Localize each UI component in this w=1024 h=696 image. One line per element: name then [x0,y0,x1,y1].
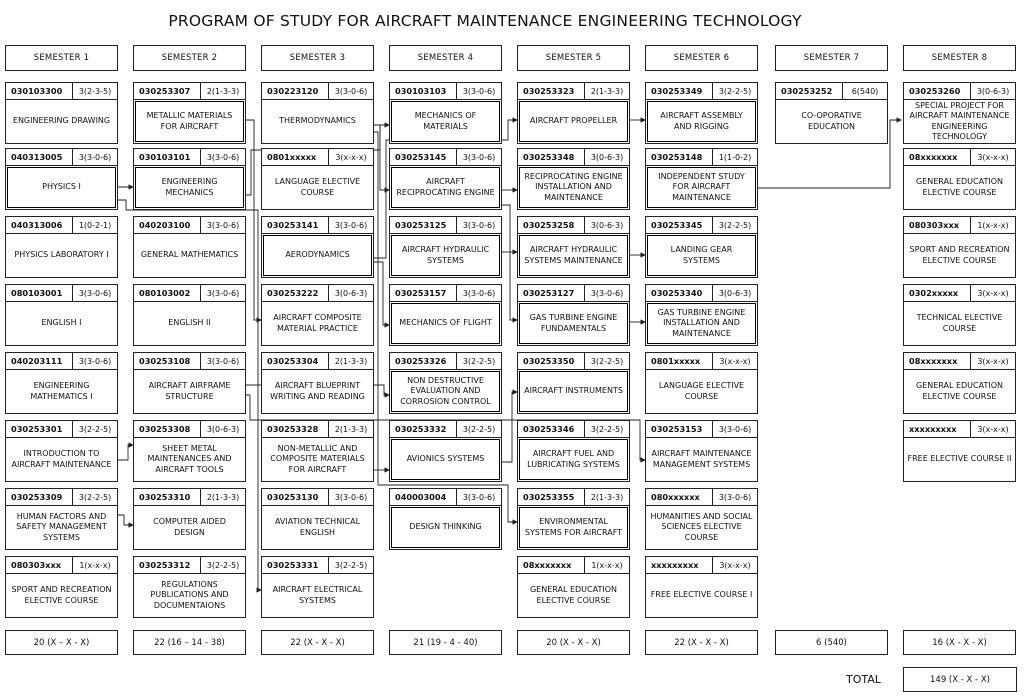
course-code: 030253349 [646,83,713,99]
course-credit: 2(1-3-3) [334,356,368,366]
semester-total: 20 (X – X - X) [5,630,118,655]
course-name: SPORT AND RECREATION ELECTIVE COURSE [11,585,112,605]
course-credit: 3(3-0-6) [334,86,368,96]
course-code: 040003004 [390,489,457,505]
course-code: 030253309 [6,489,73,505]
course-card [133,420,246,482]
course-name: AIRCRAFT HYDRAULIC SYSTEMS MAINTENANCE [519,235,628,276]
course-header-row [262,489,373,506]
course-credit: 3(2-2-5) [334,560,368,570]
course-name: AIRCRAFT ASSEMBLY AND RIGGING [647,101,756,142]
course-name: AVIATION TECHNICAL ENGLISH [274,517,361,537]
course-header-row [390,149,501,166]
course-header-row [646,285,757,302]
course-code: 08xxxxxxx [518,557,585,573]
course-name: AERODYNAMICS [263,235,372,276]
course-name: GENERAL EDUCATION ELECTIVE COURSE [915,177,1004,197]
course-code: 040313006 [6,217,73,233]
course-name: AIRCRAFT RECIPROCATING ENGINE [391,167,500,208]
course-code: 080103001 [6,285,73,301]
course-credit: 1(x-x-x) [591,560,623,570]
course-card [645,488,758,550]
course-card [645,148,758,210]
semester-total: 21 (19 - 4 - 40) [389,630,502,655]
arrow-intro-to-sheetmetal [116,445,133,460]
course-card [903,352,1016,414]
course-header-row [6,557,117,574]
course-credit: 3(2-3-5) [78,86,112,96]
course-card [645,352,758,414]
course-name: AIRCRAFT AIRFRAME STRUCTURE [148,381,231,401]
course-card [261,420,374,482]
course-code: 030253331 [262,557,329,573]
course-code: 040203111 [6,353,73,369]
course-card [133,556,246,618]
course-name: FREE ELECTIVE COURSE I [650,590,753,600]
course-name: GENERAL EDUCATION ELECTIVE COURSE [529,585,618,605]
course-header-row [646,83,757,100]
course-code: 030253304 [262,353,329,369]
course-code: 030253141 [262,217,329,233]
course-code: 030253130 [262,489,329,505]
course-code: 030103103 [390,83,457,99]
course-code: 030253157 [390,285,457,301]
course-name: AIRCRAFT FUEL AND LUBRICATING SYSTEMS [519,439,628,480]
course-name: AIRCRAFT COMPOSITE MATERIAL PRACTICE [273,313,362,333]
course-name: ENGLISH I [41,318,82,328]
course-header-row [904,217,1015,234]
course-name: MECHANICS OF MATERIALS [391,101,500,142]
course-card [645,556,758,618]
course-code: 030253148 [646,149,713,165]
course-name: AVIONICS SYSTEMS [391,439,500,480]
course-name: SPECIAL PROJECT FOR AIRCRAFT MAINTENANCE ENGINEERING TECHNOLOGY [909,101,1010,142]
course-credit: 1(x-x-x) [977,220,1009,230]
course-name: SPORT AND RECREATION ELECTIVE COURSE [909,245,1010,265]
course-header-row [134,217,245,234]
course-code: 030253355 [518,489,585,505]
course-credit: 3(x-x-x) [977,424,1009,434]
course-code: 080xxxxxx [646,489,713,505]
course-credit: 3(3-0-6) [206,152,240,162]
semester-header: SEMESTER 2 [133,45,246,71]
course-header-row [646,557,757,574]
course-code: 030253145 [390,149,457,165]
course-card [389,216,502,278]
course-card [261,556,374,618]
course-name: ENGINEERING DRAWING [12,116,111,126]
course-header-row [262,217,373,234]
course-card [517,284,630,346]
course-card [5,82,118,144]
semester-header: SEMESTER 3 [261,45,374,71]
course-name: GENERAL EDUCATION ELECTIVE COURSE [915,381,1004,401]
course-credit: 3(x-x-x) [719,356,751,366]
course-credit: 3(3-0-6) [462,288,496,298]
course-code: 030253307 [134,83,201,99]
course-header-row [262,83,373,100]
course-code: 030253125 [390,217,457,233]
course-name: INTRODUCTION TO AIRCRAFT MAINTENANCE [11,449,112,469]
course-credit: 3(x-x-x) [977,152,1009,162]
course-code: 030253350 [518,353,585,369]
semester-header: SEMESTER 5 [517,45,630,71]
course-credit: 3(x-x-x) [977,288,1009,298]
course-code: 030253222 [262,285,329,301]
course-code: 0302xxxxx [904,285,971,301]
course-credit: 3(3-0-6) [78,288,112,298]
course-name: TECHNICAL ELECTIVE COURSE [916,313,1003,333]
course-card [261,284,374,346]
semester-header: SEMESTER 8 [903,45,1016,71]
course-header-row [646,217,757,234]
course-name: DESIGN THINKING [391,507,500,548]
course-name: CO-OPORATIVE EDUCATION [801,111,862,131]
course-card [261,216,374,278]
course-code: 030253252 [776,83,843,99]
course-header-row [776,83,887,100]
course-code: 030253348 [518,149,585,165]
course-credit: 3(3-0-6) [462,86,496,96]
semester-header: SEMESTER 4 [389,45,502,71]
course-credit: 1(1-0-2) [718,152,752,162]
course-name: PHYSICS LABORATORY I [14,250,109,260]
course-card [389,82,502,144]
course-credit: 3(3-0-6) [462,220,496,230]
course-code: 030253308 [134,421,201,437]
course-code: 030253340 [646,285,713,301]
course-header-row [518,489,629,506]
course-code: 08xxxxxxx [904,353,971,369]
course-header-row [134,421,245,438]
course-card [133,488,246,550]
course-name: NON DESTRUCTIVE EVALUATION AND CORROSION CONTROL [391,371,500,412]
course-header-row [134,83,245,100]
course-credit: 3(2-2-5) [462,356,496,366]
arrow-thermo-to-recip [374,125,389,190]
course-header-row [262,149,373,166]
semester-total: 22 (16 – 14 - 38) [133,630,246,655]
course-card [517,488,630,550]
course-code: 080303xxx [6,557,73,573]
course-code: 080103002 [134,285,201,301]
course-code: 030253310 [134,489,201,505]
course-card [645,82,758,144]
course-name: RECIPROCATING ENGINE INSTALLATION AND MAINTENANCE [519,167,628,208]
course-name: AIRCRAFT HYDRAULIC SYSTEMS [391,235,500,276]
course-name: LANGUAGE ELECTIVE COURSE [274,177,361,197]
course-header-row [134,149,245,166]
course-credit: 3(3-0-6) [334,492,368,502]
course-code: 030253312 [134,557,201,573]
course-header-row [646,149,757,166]
course-header-row [134,285,245,302]
course-credit: 3(3-0-6) [334,220,368,230]
course-header-row [390,83,501,100]
course-header-row [904,149,1015,166]
course-card [517,148,630,210]
semester-header: SEMESTER 6 [645,45,758,71]
course-code: 030253153 [646,421,713,437]
course-name: INDEPENDENT STUDY FOR AIRCRAFT MAINTENANCE [647,167,756,208]
course-code: 030253326 [390,353,457,369]
semester-total: 16 (X - X - X) [903,630,1016,655]
course-header-row [262,285,373,302]
course-card [389,420,502,482]
course-header-row [134,353,245,370]
course-code: 040203100 [134,217,201,233]
course-card [133,284,246,346]
course-code: 030253260 [904,83,971,99]
course-header-row [390,421,501,438]
course-credit: 3(2-2-5) [718,86,752,96]
course-card [903,284,1016,346]
course-name: COMPUTER AIDED DESIGN [153,517,226,537]
course-credit: 1(0-2-1) [78,220,112,230]
course-name: ENVIRONMENTAL SYSTEMS FOR AIRCRAFT [519,507,628,548]
course-header-row [518,217,629,234]
course-code: 030253108 [134,353,201,369]
course-card [261,488,374,550]
course-code: 030253258 [518,217,585,233]
course-code: 08xxxxxxx [904,149,971,165]
course-card [903,82,1016,144]
course-card [133,82,246,144]
course-name: AIRCRAFT MAINTENANCE MANAGEMENT SYSTEMS [651,449,752,469]
course-name: MECHANICS OF FLIGHT [391,303,500,344]
course-code: 030253346 [518,421,585,437]
course-code: 0801xxxxx [262,149,329,165]
course-credit: 3(2-2-5) [78,492,112,502]
course-card [5,488,118,550]
course-name: AIRCRAFT BLUEPRINT WRITING AND READING [270,381,365,401]
semester-total: 22 (X - X - X) [261,630,374,655]
course-credit: 3(3-0-6) [462,152,496,162]
course-card [389,352,502,414]
course-credit: 3(3-0-6) [206,288,240,298]
course-header-row [390,285,501,302]
course-card [517,216,630,278]
course-card [133,352,246,414]
course-card [389,488,502,550]
course-card [517,352,630,414]
course-card [133,216,246,278]
course-name: HUMANITIES AND SOCIAL SCIENCES ELECTIVE COURSE [650,511,753,542]
course-card [133,148,246,210]
course-name: METALLIC MATERIALS FOR AIRCRAFT [135,101,244,142]
course-name: PHYSICS I [7,167,116,208]
course-name: FREE ELECTIVE COURSE II [907,454,1012,464]
course-name: ENGINEERING MATHEMATICS I [30,381,93,401]
course-header-row [904,285,1015,302]
course-name: ENGLISH II [168,318,211,328]
course-credit: 3(0-6-3) [334,288,368,298]
course-card [903,420,1016,482]
course-header-row [6,149,117,166]
course-header-row [904,83,1015,100]
course-code: 0801xxxxx [646,353,713,369]
course-card [517,420,630,482]
course-header-row [518,421,629,438]
course-header-row [518,557,629,574]
course-code: 030253328 [262,421,329,437]
total-label: TOTAL [846,673,881,686]
course-code: 030253323 [518,83,585,99]
course-name: THERMODYNAMICS [279,116,356,126]
course-name: LANDING GEAR SYSTEMS [647,235,756,276]
course-credit: 1(x-x-x) [79,560,111,570]
course-credit: 3(0-6-3) [590,152,624,162]
course-credit: 3(3-0-6) [78,152,112,162]
total-credits: 149 (X - X - X) [903,667,1017,692]
course-card [517,556,630,618]
course-header-row [390,353,501,370]
course-credit: 3(3-0-6) [462,492,496,502]
course-card [775,82,888,144]
course-credit: 3(x-x-x) [977,356,1009,366]
course-name: GAS TURBINE ENGINE FUNDAMENTALS [519,303,628,344]
course-credit: 3(x-x-x) [719,560,751,570]
course-header-row [262,353,373,370]
course-credit: 2(1-3-3) [590,86,624,96]
course-name: AIRCRAFT ELECTRICAL SYSTEMS [272,585,363,605]
course-credit: 3(2-2-5) [590,424,624,434]
course-code: 030253332 [390,421,457,437]
course-header-row [904,421,1015,438]
course-header-row [6,353,117,370]
course-credit: 3(3-0-6) [718,424,752,434]
course-credit: 2(1-3-3) [334,424,368,434]
course-header-row [6,83,117,100]
course-code: 080303xxx [904,217,971,233]
course-header-row [390,489,501,506]
course-card [389,148,502,210]
course-credit: 3(3-0-6) [78,356,112,366]
course-header-row [518,83,629,100]
semester-total: 22 (X - X - X) [645,630,758,655]
course-header-row [134,489,245,506]
course-credit: 3(0-6-3) [718,288,752,298]
course-card [5,556,118,618]
course-credit: 3(3-0-6) [206,220,240,230]
course-code: 030253345 [646,217,713,233]
course-card [389,284,502,346]
course-header-row [134,557,245,574]
semester-header: SEMESTER 7 [775,45,888,71]
semester-header: SEMESTER 1 [5,45,118,71]
course-card [261,148,374,210]
course-name: AIRCRAFT INSTRUMENTS [519,371,628,412]
course-card [645,216,758,278]
course-code: xxxxxxxxx [646,557,713,573]
course-header-row [518,353,629,370]
course-credit: 3(3-0-6) [590,288,624,298]
course-name: AIRCRAFT PROPELLER [519,101,628,142]
course-credit: 3(3-0-6) [206,356,240,366]
course-header-row [390,217,501,234]
course-card [645,284,758,346]
course-code: 030103300 [6,83,73,99]
course-header-row [6,421,117,438]
course-code: 030103101 [134,149,201,165]
arrow-recip-to-gasturbine [502,205,517,320]
course-card [261,352,374,414]
course-credit: 2(1-3-3) [206,492,240,502]
course-card [261,82,374,144]
course-card [5,352,118,414]
course-name: SHEET METAL MAINTENANCES AND AIRCRAFT TOOLS [147,443,232,474]
course-credit: 2(1-3-3) [206,86,240,96]
course-header-row [262,557,373,574]
course-card [517,82,630,144]
arrow-avionics-to-instruments [502,392,517,462]
arrow-human-to-cad [116,515,133,525]
course-code: 040313005 [6,149,73,165]
course-header-row [518,149,629,166]
page-title: PROGRAM OF STUDY FOR AIRCRAFT MAINTENANCE ENGINEERING TECHNOLOGY [168,12,802,30]
course-credit: 3(2-2-5) [590,356,624,366]
course-credit: 6(540) [851,86,879,96]
course-credit: 3(0-6-3) [590,220,624,230]
course-card [5,420,118,482]
course-credit: 3(2-2-5) [718,220,752,230]
course-credit: 3(2-2-5) [462,424,496,434]
course-code: xxxxxxxxx [904,421,971,437]
course-card [5,216,118,278]
course-header-row [518,285,629,302]
course-card [645,420,758,482]
course-card [5,148,118,210]
course-code: 030253127 [518,285,585,301]
semester-total: 20 (X - X - X) [517,630,630,655]
course-credit: 2(1-3-3) [590,492,624,502]
course-name: ENGINEERING MECHANICS [135,167,244,208]
course-header-row [646,489,757,506]
course-header-row [262,421,373,438]
course-header-row [6,217,117,234]
course-credit: 3(x-x-x) [335,152,367,162]
course-header-row [646,353,757,370]
arrow-aero-to-flight [374,262,389,325]
course-header-row [904,353,1015,370]
course-credit: 3(0-6-3) [976,86,1010,96]
course-name: GENERAL MATHEMATICS [140,250,239,260]
course-name: LANGUAGE ELECTIVE COURSE [658,381,745,401]
course-header-row [6,285,117,302]
course-name: REGULATIONS PUBLICATIONS AND DOCUMENTAIONS [150,579,229,610]
course-card [5,284,118,346]
semester-total: 6 (540) [775,630,888,655]
course-card [903,216,1016,278]
course-code: 030253301 [6,421,73,437]
course-credit: 3(2-2-5) [206,560,240,570]
course-code: 030223120 [262,83,329,99]
course-card [903,148,1016,210]
course-header-row [646,421,757,438]
course-name: GAS TURBINE ENGINE INSTALLATION AND MAINTENANCE [647,303,756,344]
course-credit: 3(3-0-6) [718,492,752,502]
course-credit: 3(0-6-3) [206,424,240,434]
course-name: HUMAN FACTORS AND SAFETY MANAGEMENT SYSTEMS [16,511,107,542]
course-header-row [6,489,117,506]
course-name: NON-METALLIC AND COMPOSITE MATERIALS FOR AIRCRAFT [270,443,365,474]
course-credit: 3(2-2-5) [78,424,112,434]
